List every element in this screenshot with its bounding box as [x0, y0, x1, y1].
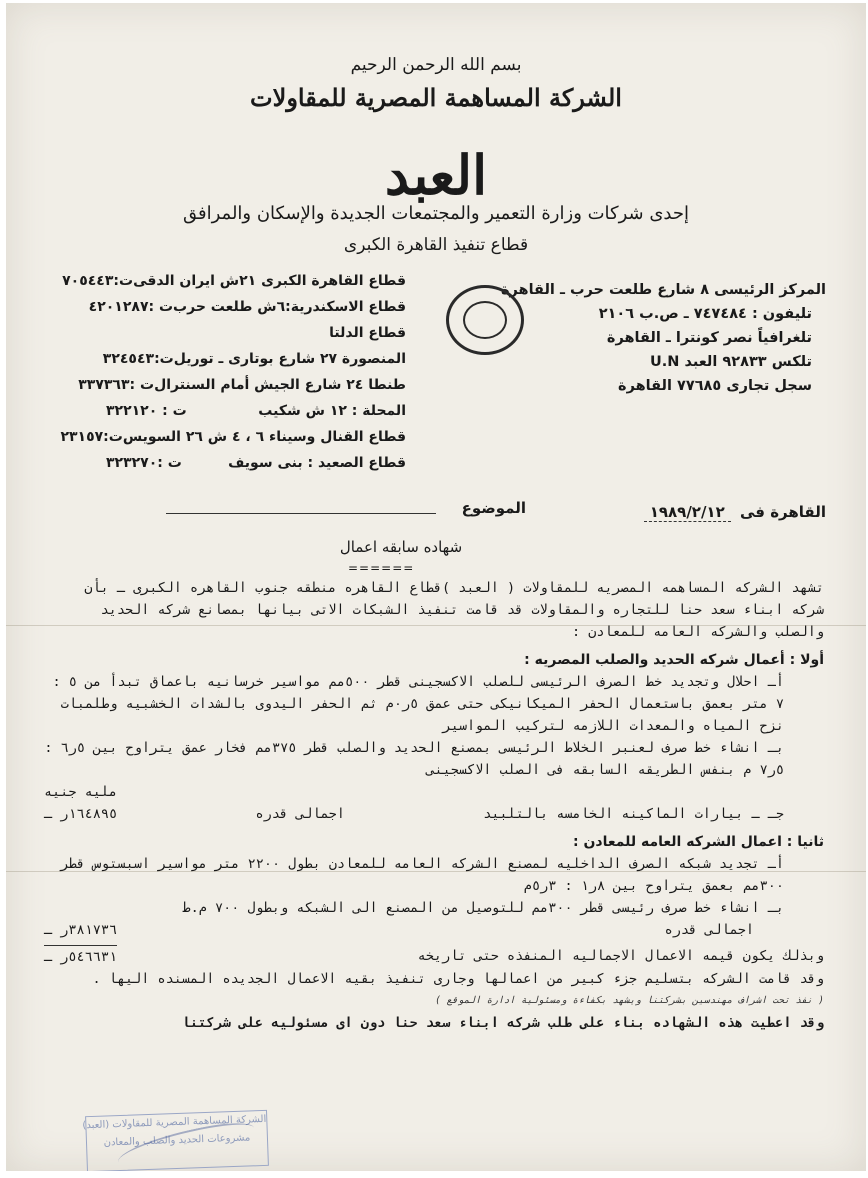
brand-logo-text: العبد [384, 143, 488, 207]
branch-row [106, 398, 406, 424]
hq-telex: تلكس ٩٢٨٣٣ العبد U.N [649, 354, 812, 370]
section-2-item-b: بـ انشاء خط صرف رئيسى قطر ٣٠٠مم للتوصيل من المصنع الى الشبكه وبطول ٧٠٠ م.ط [182, 900, 784, 916]
branch-phone: ت:٢٣١٥٧ [60, 429, 123, 445]
sector-line: قطاع تنفيذ القاهرة الكبرى [343, 235, 529, 255]
branch-name: قطاع الدلتا [329, 325, 406, 341]
branch-phone: ت :٣٢٣٢٧٠ [106, 455, 182, 471]
branch-name: المنصورة ٢٧ شارع بوتارى ـ توريل [173, 351, 406, 367]
section-1-item-a: أـ احلال وتجديد خط الصرف الرئيسى للصلب الاكسجينى قطر ٥٠٠مم مواسير خرسانيه باعماق تبدأ من ٥ : ٧ متر بعمق باستعمال الحفر الميكانيكى حتى عمق ٥ر٠م ثم الحفر اليدوى بالشدات الخشبيه وطلمبات نزح المياه والمعدات اللازمه لتركيب المواسير [52, 674, 784, 734]
branch-phone: ت :٤٢٠١٢٨٧ [88, 299, 174, 315]
handwritten-note: ( نفذ تحت اشراف مهندسين بشركتنا ويشهد بكفاءة ومسئولية ادارة الموقع ) [435, 995, 824, 1006]
progress-paragraph: وقد قامت الشركه بتسليم جزء كبير من اعمالها وجارى تنفيذ بقيه الاعمال الجديده المسنده اليها . [92, 971, 824, 987]
branch-name: المحلة : ١٢ ش شكيب [258, 403, 406, 419]
title-underline: ====== [348, 561, 415, 575]
subject-label: الموضوع [461, 499, 526, 517]
subject-underline [166, 513, 436, 514]
branch-name: قطاع الصعيد : بنى سويف [228, 455, 406, 471]
section-1-total-row [44, 803, 824, 825]
branch-row [106, 320, 406, 346]
date-line [644, 503, 826, 521]
section-2-item-a: أـ تجديد شبكه الصرف الداخليه لمصنع الشركه العامه للمعادن بطول ٢٢٠٠ متر مواسير اسبستوس قطر ٣٠٠مم بعمق يتراوح بين ٨ر١ : ٣ر٥م [60, 856, 784, 894]
branch-row [62, 268, 406, 294]
hq-telegraph: تلغرافياً نصر كونترا ـ القاهرة [606, 330, 812, 346]
closing-paragraph: وقد اعطيت هذه الشهاده بناء على طلب شركه ابناء سعد حنا دون اى مسئوليه على شركتنا [181, 1015, 824, 1031]
grand-total: ٥٤٦٦٣١ر ـ [44, 945, 117, 968]
grand-total-row [44, 945, 824, 968]
basmala: بسم الله الرحمن الرحيم [350, 55, 522, 75]
section-2-total-label: اجمالى قدره [664, 922, 754, 938]
branch-phone: ت:٣٢٤٥٤٣ [102, 351, 174, 367]
hq-register: سجل تجارى ٧٧٦٨٥ القاهرة [618, 378, 812, 394]
date-label: القاهرة فى [739, 503, 826, 521]
section-2-total-row [44, 919, 824, 941]
certificate-title: شهاده سابقه اعمال [339, 538, 463, 556]
section-1-item-b: بـ انشاء خط صرف لعنبر الخلاط الرئيسى بمصنع الحديد والصلب قطر ٣٧٥مم فخار عمق يتراوح بين ٥ر٦ : ٥ر٧ م بنفس الطريقه السابقه فى الصلب الاكسجينى [44, 740, 784, 778]
branch-name: قطاع القاهرة الكبرى ٢١ش ايران الدقى [133, 273, 406, 289]
branch-phone: ت : ٣٢٢١٢٠ [106, 403, 187, 419]
section-1-item-b-amount: مليه جنيه [44, 784, 118, 800]
hq-phone: تليفون : ٧٤٧٤٨٤ ـ ص.ب ٢١٠٦ [598, 306, 812, 322]
branch-row [106, 450, 406, 476]
section-1-total-label: اجمالى قدره [255, 806, 345, 822]
company-name: الشركة المساهمة المصرية للمقاولات [250, 83, 622, 112]
branch-row [102, 346, 406, 372]
branch-name: قطاع القنال وسيناء ٦ ، ٤ ش ٢٦ السويس [122, 429, 406, 445]
section-1-title: أولا : أعمال شركه الحديد والصلب المصريه : [524, 652, 824, 668]
section-2-title: ثانيا : اعمال الشركه العامه للمعادن : [572, 834, 824, 850]
branch-row [60, 424, 406, 450]
letter-body [44, 577, 824, 1034]
stamp-line-1: الشركة المساهمة المصرية للمقاولات (العبد) [82, 1113, 267, 1132]
letter-page [6, 3, 866, 1171]
hq-contact-block [501, 278, 826, 398]
section-1-total: ١٦٤٨٩٥ر ـ [44, 806, 118, 822]
ministry-line: إحدى شركات وزارة التعمير والمجتمعات الجديدة والإسكان والمرافق [182, 203, 690, 224]
section-2-total: ٣٨١٧٣٦ر ـ [44, 922, 118, 938]
branch-phone: ت :٣٣٧٣٦٣ [78, 377, 155, 393]
branch-phone: ت:٧٠٥٤٤٣ [62, 273, 134, 289]
hq-address: المركز الرئيسى ٨ شارع طلعت حرب ـ القاهرة [500, 282, 826, 298]
branch-row [88, 294, 406, 320]
intro-paragraph: تشهد الشركه المساهمه المصريه للمقاولات ( العبد )قطاع القاهره منطقه جنوب القاهره الكبرى ـ بأن شركه ابناء سعد حنا للتجاره والمقاولات قد قامت تنفيذ الشبكات الاتى بيانها بمصانع شركه الحديد والصلب والشركه العامه للمعادن : [84, 580, 824, 640]
date-value: ١٩٨٩/٢/١٢ [644, 503, 731, 522]
branches-block [60, 268, 406, 476]
value-line: وبذلك يكون قيمه الاعمال الاجماليه المنفذه حتى تاريخه [417, 948, 824, 964]
branch-name: طنطا ٢٤ شارع الجيش أمام السنترال [154, 377, 406, 393]
section-1-item-c: جـ ـ بيارات الماكينه الخامسه بالتلبيد [483, 806, 784, 822]
branch-row [78, 372, 406, 398]
stamp-line-2: مشروعات الحديد والصلب والمعادن [103, 1132, 251, 1149]
company-seal-icon [446, 285, 524, 355]
branch-name: قطاع الاسكندرية:٦ش طلعت حرب [173, 299, 406, 315]
